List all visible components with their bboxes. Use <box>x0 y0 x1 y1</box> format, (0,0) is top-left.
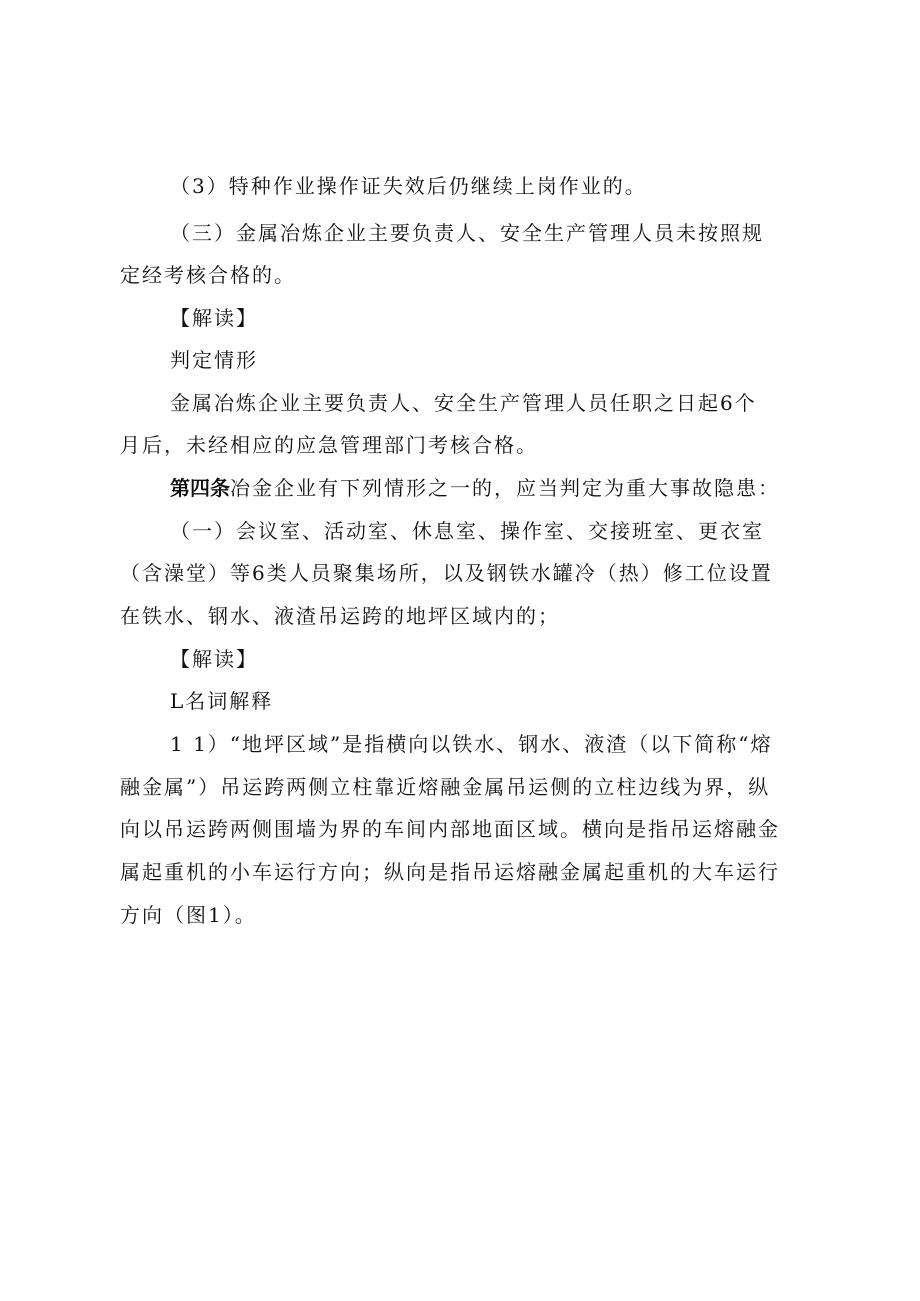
article-title: 第四条 <box>170 476 230 500</box>
paragraph-item-one-line1: （一）会议室、活动室、休息室、操作室、交接班室、更衣室 <box>170 519 764 543</box>
article-four <box>170 475 780 501</box>
paragraph-item-one-line3: 在铁水、钢水、液渣吊运跨的地坪区域内的； <box>120 604 560 628</box>
paragraph-item-one-line2: （含澡堂）等6类人员聚集场所，以及钢铁水罐冷（热）修工位设置 <box>120 561 773 585</box>
paragraph-item-three-line1: （三）金属冶炼企业主要负责人、安全生产管理人员未按照规 <box>170 221 764 245</box>
interpretation-heading-2: 【解读】 <box>170 647 258 671</box>
term-definition-line1: 1 1）“地坪区域”是指横向以铁水、钢水、液渣（以下简称“熔 <box>170 732 773 756</box>
article-text: 冶金企业有下列情形之一的，应当判定为重大事故隐患： <box>230 476 780 500</box>
judgment-heading: 判定情形 <box>170 348 258 372</box>
paragraph-condition-3: （3）特种作业操作证失效后仍继续上岗作业的。 <box>170 174 647 198</box>
term-definition-line3: 向以吊运跨两侧围墙为界的车间内部地面区域。横向是指吊运熔融金 <box>120 817 780 841</box>
term-definition-line5: 方向（图1）。 <box>120 903 257 927</box>
term-definition-line2: 融金属”）吊运跨两侧立柱靠近熔融金属吊运侧的立柱边线为界，纵 <box>120 775 771 799</box>
judgment-text-line2: 月后，未经相应的应急管理部门考核合格。 <box>120 433 538 457</box>
paragraph-item-three-line2: 定经考核合格的。 <box>120 263 296 287</box>
interpretation-heading: 【解读】 <box>170 306 258 330</box>
judgment-text-line1: 金属冶炼企业主要负责人、安全生产管理人员任职之日起6个 <box>170 391 757 415</box>
term-definition-line4: 属起重机的小车运行方向；纵向是指吊运熔融金属起重机的大车运行 <box>120 860 780 884</box>
terms-heading: L名词解释 <box>170 689 274 713</box>
